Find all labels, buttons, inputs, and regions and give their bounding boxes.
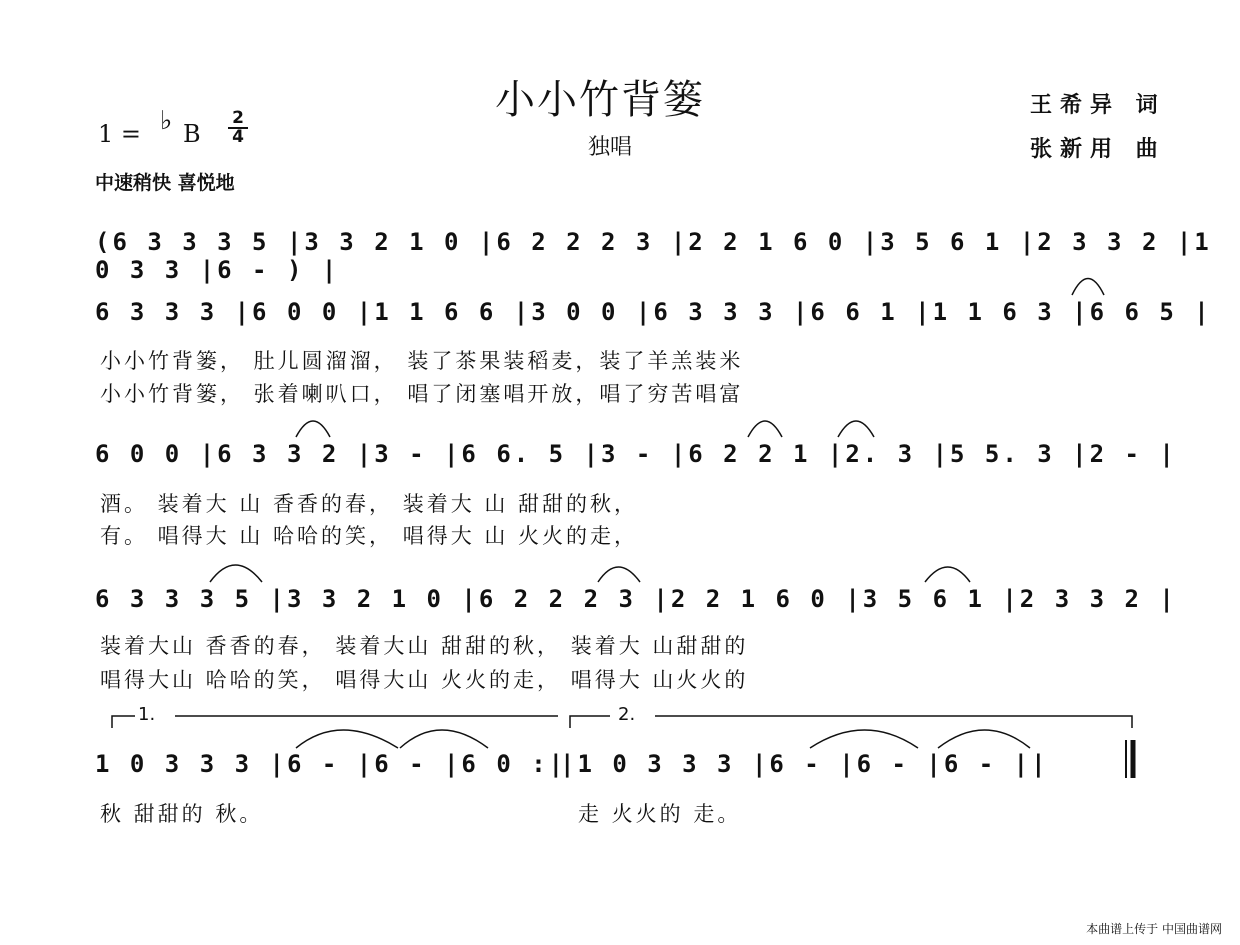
- volta-2-line: [655, 716, 1132, 728]
- tie-arc: [748, 421, 782, 437]
- score-line-4: 6 3 3 3 5 |3 3 2 1 0 |6 2 2 2 3 |2 2 1 6 0 |3 5 6 1 |2 3 3 2 |: [95, 585, 1177, 613]
- volta-1-label: 1.: [138, 704, 156, 725]
- tie-arc: [810, 730, 918, 748]
- lyricist-credit: 王希异 词: [1030, 93, 1166, 118]
- time-signature-top: 2: [228, 110, 248, 129]
- tie-arc: [598, 567, 640, 582]
- lyric-line-5-ending-2: 走 火火的 走。: [578, 802, 742, 826]
- tie-arc: [838, 421, 874, 437]
- song-title: 小小竹背篓: [495, 77, 705, 123]
- tie-arc: [400, 730, 488, 748]
- volta-2-bracket: [570, 716, 610, 728]
- volta-2-label: 2.: [618, 704, 636, 725]
- lyric-line-3-verse-1: 酒。 装着大 山 香香的春， 装着大 山 甜甜的秋，: [100, 492, 639, 516]
- tempo-marking: 中速稍快 喜悦地: [95, 172, 235, 194]
- lyric-line-5-ending-1: 秋 甜甜的 秋。: [100, 802, 264, 826]
- volta-1-bracket: [112, 716, 135, 728]
- tie-arc: [938, 730, 1030, 748]
- lyric-line-4-verse-1: 装着大山 香香的春， 装着大山 甜甜的秋， 装着大 山甜甜的: [100, 634, 749, 658]
- key-prefix: 1 =: [98, 120, 142, 148]
- key-note: B: [183, 120, 201, 148]
- watermark: 本曲谱上传于 中国曲谱网: [1086, 922, 1222, 936]
- score-line-3: 6 0 0 |6 3 3 2 |3 - |6 6. 5 |3 - |6 2 2 1 |2. 3 |5 5. 3 |2 - |: [95, 440, 1177, 468]
- tie-arc: [210, 565, 262, 582]
- flat-sign: ♭: [160, 106, 173, 136]
- score-line-5-ending-1: 1 0 3 3 3 |6 - |6 - |6 0 :|: [95, 750, 567, 778]
- lyric-line-2-verse-2: 小小竹背篓， 张着喇叭口， 唱了闭塞唱开放，唱了穷苦唱富: [100, 382, 744, 406]
- performance-type: 独唱: [588, 135, 633, 160]
- composer-credit: 张新用 曲: [1030, 137, 1166, 162]
- time-signature-bottom: 4: [232, 127, 244, 147]
- tie-arc: [296, 421, 330, 437]
- tie-arc: [925, 567, 970, 582]
- lyric-line-4-verse-2: 唱得大山 哈哈的笑， 唱得大山 火火的走， 唱得大 山火火的: [100, 668, 749, 692]
- tie-arc: [296, 730, 398, 748]
- lyric-line-2-verse-1: 小小竹背篓， 肚儿圆溜溜， 装了茶果装稻麦，装了羊羔装米: [100, 349, 744, 373]
- score-line-2: 6 3 3 3 |6 0 0 |1 1 6 6 |3 0 0 |6 3 3 3 |6 6 1 |1 1 6 3 |6 6 5 |: [95, 298, 1212, 326]
- lyric-line-3-verse-2: 有。 唱得大 山 哈哈的笑， 唱得大 山 火火的走，: [100, 524, 639, 548]
- score-line-1: (6 3 3 3 5 |3 3 2 1 0 |6 2 2 2 3 |2 2 1 6 0 |3 5 6 1 |2 3 3 2 |1 0 3 3 |6 - ) |: [95, 228, 1212, 284]
- tie-arc: [1072, 279, 1104, 296]
- score-line-5-ending-2: |1 0 3 3 3 |6 - |6 - |6 - ||: [560, 750, 1049, 778]
